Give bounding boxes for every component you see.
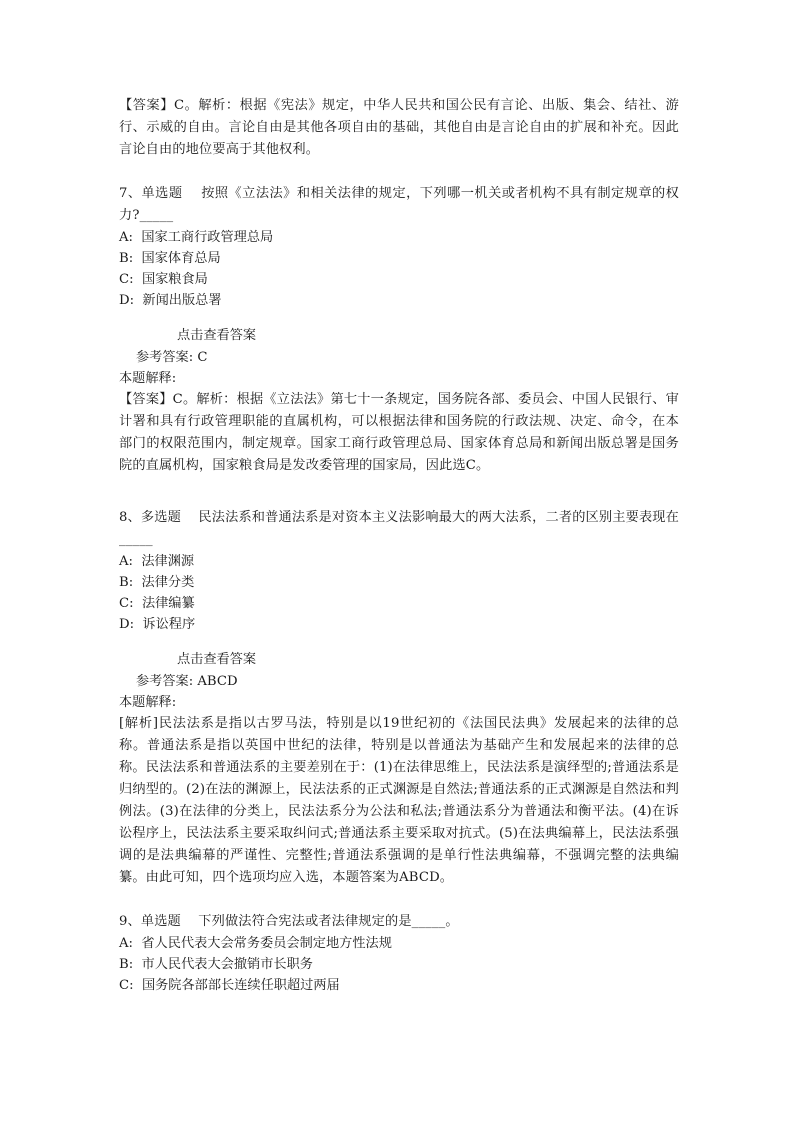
option-b: B: 国家体育总局 (119, 251, 221, 266)
option-c: C: 国务院各部部长连续任职超过两届 (119, 978, 340, 993)
question-9-stem: 9、单选题 下列做法符合宪法或者法律规定的是_____。 (119, 914, 459, 929)
show-answer-link[interactable]: 点击查看答案 (177, 652, 257, 667)
question-7 (119, 183, 679, 477)
question-8-text: 民法法系和普通法系是对资本主义法影响最大的两大法系，二者的区别主要表现在 (198, 510, 679, 525)
option-a: A: 法律渊源 (119, 554, 195, 569)
option-c: C: 法律编纂 (119, 596, 195, 611)
question-7-text: 按照《立法法》和相关法律的规定，下列哪一机关或者机构不具有制定规章的权力? (119, 186, 680, 223)
question-9-number: 9、单选题 (119, 914, 181, 929)
question-8-options (119, 551, 679, 635)
question-9-blank: _____ (411, 914, 446, 929)
show-answer-link[interactable]: 点击查看答案 (177, 328, 257, 343)
option-a: A: 国家工商行政管理总局 (119, 230, 274, 245)
option-c: C: 国家粮食局 (119, 272, 208, 287)
document-body (119, 95, 679, 996)
question-8 (119, 507, 679, 889)
question-9 (119, 911, 679, 996)
reference-answer-value: C (197, 350, 208, 365)
question-7-options (119, 227, 679, 311)
reference-answer-value: ABCD (197, 674, 238, 689)
question-8-stem (119, 507, 679, 551)
question-7-stem (119, 183, 679, 227)
question-7-blank: _____ (139, 208, 174, 223)
question-8-number: 8、多选题 (119, 510, 181, 525)
analysis-label: 本题解释: (119, 695, 177, 710)
question-9-text: 下列做法符合宪法或者法律规定的是 (198, 914, 412, 929)
question-6-analysis: 【答案】C。解析：根据《宪法》规定，中华人民共和国公民有言论、出版、集会、结社、游行、示威的自由。言论自由是其他各项自由的基础，其他自由是言论自由的扩展和补充。因此言论自由的地位要高于其他权利。 (119, 98, 679, 157)
reference-answer: 参考答案: ABCD (136, 674, 238, 689)
option-b: B: 市人民代表大会撤销市长职务 (119, 957, 313, 972)
option-b: B: 法律分类 (119, 575, 195, 590)
question-8-analysis: [解析]民法法系是指以古罗马法，特别是以19世纪初的《法国民法典》发展起来的法律的总称。普通法系是指以英国中世纪的法律，特别是以普通法为基础产生和发展起来的法律的总称。民法法系和普通法系的主要差别在于：(1)在法律思维上，民法法系是演绎型的;普通法系是归纳型的。(2)在法的渊源上，民法法系的正式渊源是自然法;普通法系的正式渊源是自然法和判例法。(3)在法律的分类上，民法法系分为公法和私法;普通法系分为普通法和衡平法。(4)在诉讼程序上，民法法系主要采取纠问式;普通法系主要采取对抗式。(5)在法典编幕上，民法法系强调的是法典编幕的严谨性、完整性;普通法系强调的是单行性法典编幕，不强调完整的法典编纂。由此可知，四个选项均应入选，本题答案为ABCD。 (119, 716, 679, 885)
question-9-options (119, 933, 679, 996)
reference-answer: 参考答案: C (136, 350, 208, 365)
option-d: D: 新闻出版总署 (119, 293, 222, 308)
question-8-blank: _____ (119, 532, 153, 547)
option-d: D: 诉讼程序 (119, 617, 196, 632)
question-6-analysis-section (119, 95, 679, 161)
question-7-number: 7、单选题 (119, 186, 183, 201)
option-a: A: 省人民代表大会常务委员会制定地方性法规 (119, 936, 392, 951)
analysis-label: 本题解释: (119, 371, 177, 386)
question-7-analysis: 【答案】C。解析：根据《立法法》第七十一条规定，国务院各部、委员会、中国人民银行、审计署和具有行政管理职能的直属机构，可以根据法律和国务院的行政法规、决定、命令，在本部门的权限范围内，制定规章。国家工商行政管理总局、国家体育总局和新闻出版总署是国务院的直属机构，国家粮食局是发改委管理的国家局，因此选C。 (119, 392, 679, 473)
